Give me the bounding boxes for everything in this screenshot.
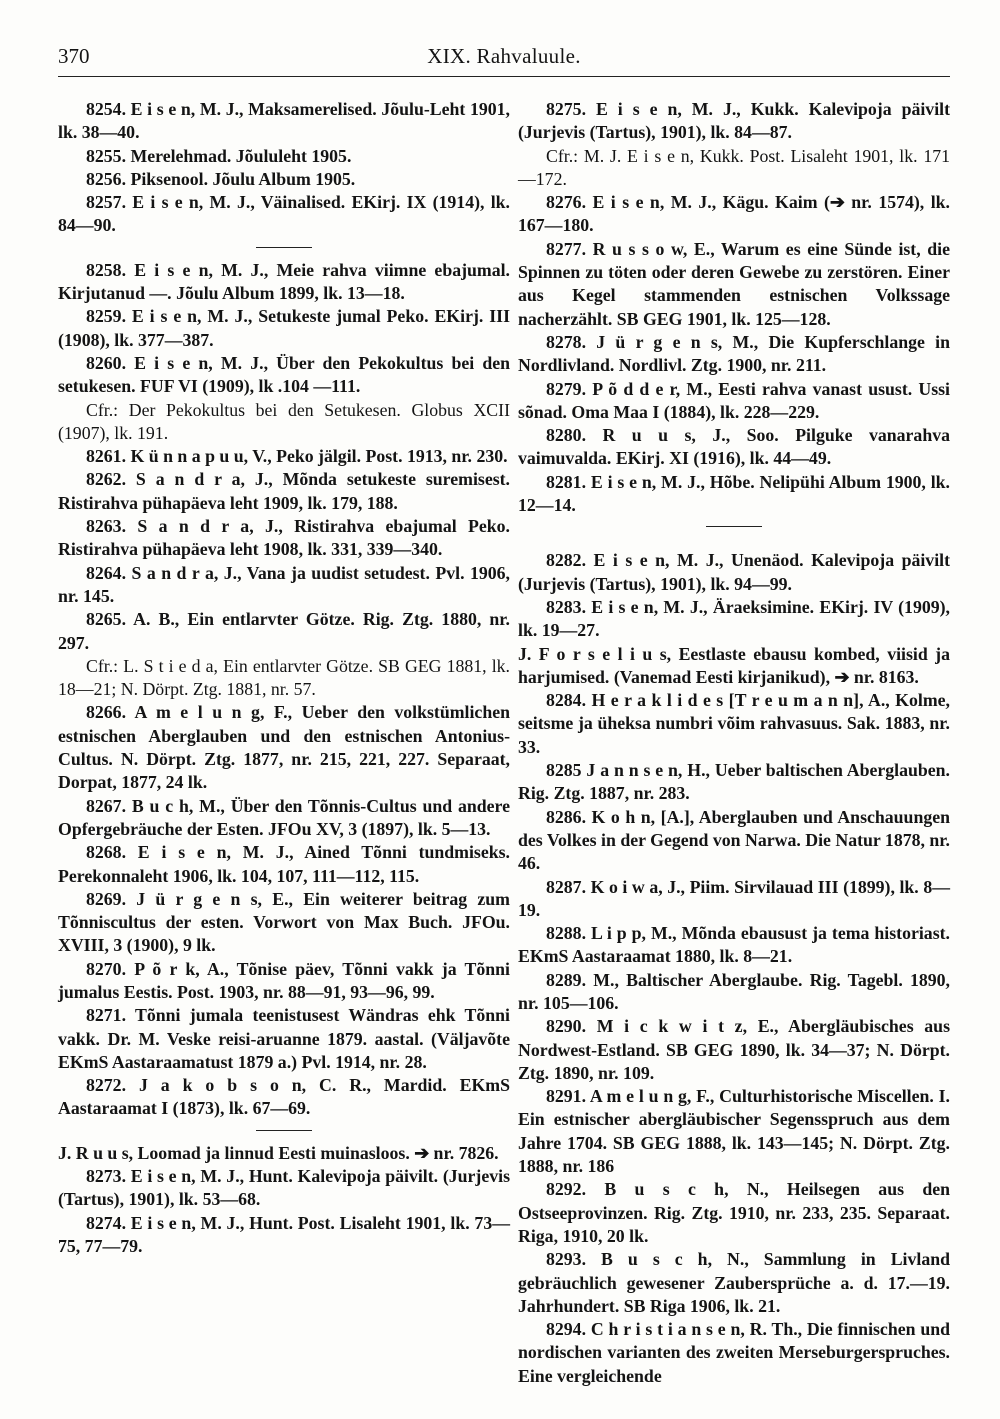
bibliography-entry: 8256. Piksenool. Jõulu Album 1905. — [86, 168, 356, 189]
bibliography-entry: 8293. B u s c h, N., Sammlung in Livland gebräuchlich gewesener Zaubersprüche a. d. 17.—19. Jahrhundert. SB Riga 1906, lk. 21. — [518, 1249, 950, 1316]
bibliography-entry: J. R u u s, Loomad ja linnud Eesti muinasloos. ➔ nr. 7826. — [58, 1142, 499, 1163]
bibliography-entry: 8263. S a n d r a, J., Ristirahva ebajumal Peko. Ristirahva pühapäeva leht 1908, lk. 331, 339—340. — [58, 516, 510, 560]
bibliography-entry: 8255. Merelehmad. Jõululeht 1905. — [86, 145, 352, 166]
bibliography-entry: 8258. E i s e n, M. J., Meie rahva viimne ebajumal. Kirjutanud —. Jõulu Album 1899, lk. 13—18. — [58, 259, 510, 304]
bibliography-entry: 8287. K o i w a, J., Piim. Sirvilauad III (1899), lk. 8—19. — [518, 876, 950, 920]
section-separator — [256, 1130, 312, 1131]
left-column — [58, 98, 510, 1258]
bibliography-entry: 8276. E i s e n, M. J., Kägu. Kaim (➔ nr. 1574), lk. 167—180. — [518, 192, 950, 236]
bibliography-entry: 8260. E i s e n, M. J., Über den Pekokultus bei den setukesen. FUF VI (1909), lk .104 —111. — [58, 352, 510, 397]
section-gap — [518, 538, 950, 549]
bibliography-entry: 8278. J ü r g e n s, M., Die Kupferschlange in Nordlivland. Nordlivl. Ztg. 1900, nr. 211. — [518, 331, 950, 376]
cross-reference: Cfr.: M. J. E i s e n, Kukk. Post. Lisaleht 1901, lk. 171—172. — [518, 145, 950, 189]
bibliography-entry: 8277. R u s s o w, E., Warum es eine Sünde ist, die Spinnen zu töten oder deren Gewebe zu zerstören. Einer aus Kegel stammenden estnischen Volkssage nacherzählt. SB GEG 1901, lk. 125—128. — [518, 238, 950, 329]
bibliography-entry: 8275. E i s e n, M. J., Kukk. Kalevipoja päivilt (Jurjevis (Tartus), 1901), lk. 84—87. — [518, 99, 950, 143]
bibliography-entry: 8279. P õ d d e r, M., Eesti rahva vanast usust. Ussi sõnad. Oma Maa I (1884), lk. 228—229. — [518, 378, 950, 422]
bibliography-entry: 8282. E i s e n, M. J., Unenäod. Kalevipoja päivilt (Jurjevis (Tartus), 1901), lk. 94—99. — [518, 550, 950, 594]
bibliography-entry: 8265. A. B., Ein entlarvter Götze. Rig. Ztg. 1880, nr. 297. — [58, 609, 510, 653]
section-separator — [706, 526, 762, 527]
bibliography-entry: 8264. S a n d r a, J., Vana ja uudist setudest. Pvl. 1906, nr. 145. — [58, 562, 510, 606]
bibliography-entry: 8289. M., Baltischer Aberglaube. Rig. Tagebl. 1890, nr. 105—106. — [518, 969, 950, 1013]
bibliography-entry: 8268. E i s e n, M. J., Ained Tõnni tundmiseks. Perekonnaleht 1906, lk. 104, 107, 111—112, 115. — [58, 842, 510, 886]
bibliography-entry: 8288. L i p p, M., Mõnda ebausust ja tema historiast. EKmS Aastaraamat 1880, lk. 8—21. — [518, 923, 950, 967]
bibliography-entry: 8292. B u s c h, N., Heilsegen aus den Ostseeprovinzen. Rig. Ztg. 1910, nr. 233, 235. Separaat. Riga, 1910, 20 lk. — [518, 1179, 950, 1246]
bibliography-entry: 8294. C h r i s t i a n s e n, R. Th., Die finnischen und nordischen varianten des zweiten Merseburgerspruches. Eine vergleichende — [518, 1319, 950, 1386]
bibliography-entry: 8273. E i s e n, M. J., Hunt. Kalevipoja päivilt. (Jurjevis (Tartus), 1901), lk. 53—68. — [58, 1166, 510, 1210]
cross-reference: Cfr.: L. S t i e d a, Ein entlarvter Götze. SB GEG 1881, lk. 18—21; N. Dörpt. Ztg. 1881, nr. 57. — [58, 655, 510, 700]
bibliography-entry: 8290. M i c k w i t z, E., Abergläubisches aus Nordwest-Estland. SB GEG 1890, lk. 34—37; N. Dörpt. Ztg. 1890, nr. 109. — [518, 1016, 950, 1083]
page-header — [58, 40, 950, 77]
bibliography-entry: 8271. Tõnni jumala teenistusest Wändras ehk Tõnni vakk. Dr. M. Veske reisi-aruanne 1879. aastal. (Väljavõte EKmS Aastaraamatust 1879 a.) Pvl. 1914, nr. 28. — [58, 1005, 510, 1072]
bibliography-entry: 8261. K ü n n a p u u, V., Peko jälgil. Post. 1913, nr. 230. — [86, 446, 508, 467]
bibliography-entry: 8280. R u u s, J., Soo. Pilguke vanarahva vaimuvalda. EKirj. XI (1916), lk. 44—49. — [518, 425, 950, 469]
bibliography-entry: 8266. A m e l u n g, F., Ueber den volkstümlichen estnischen Aberglauben und den estnischen Antonius-Cultus. N. Dörpt. Ztg. 1877, nr. 215, 221, 227. Separaat, Dorpat, 1877, 24 lk. — [58, 702, 510, 793]
bibliography-entry: 8284. H e r a k l i d e s [T r e u m a n n], A., Kolme, seitsme ja üheksa numbri võim rahvasuus. Sak. 1883, nr. 33. — [518, 690, 950, 757]
running-title: XIX. Rahvaluule. — [427, 44, 581, 68]
bibliography-entry: 8254. E i s e n, M. J., Maksamerelised. Jõulu-Leht 1901, lk. 38—40. — [58, 99, 510, 143]
cross-reference: Cfr.: Der Pekokultus bei den Setukesen. Globus XCII (1907), lk. 191. — [58, 399, 510, 443]
bibliography-entry: 8259. E i s e n, M. J., Setukeste jumal Peko. EKirj. III (1908), lk. 377—387. — [58, 306, 510, 350]
page-number: 370 — [58, 44, 90, 68]
bibliography-entry: 8270. P õ r k, A., Tõnise päev, Tõnni vakk ja Tõnni jumalus Eestis. Post. 1903, nr. 88—91, 93—96, 99. — [58, 958, 510, 1002]
bibliography-entry: 8274. E i s e n, M. J., Hunt. Post. Lisaleht 1901, lk. 73—75, 77—79. — [58, 1212, 510, 1256]
right-column — [518, 98, 950, 1388]
bibliography-entry: 8283. E i s e n, M. J., Äraeksimine. EKirj. IV (1909), lk. 19—27. — [518, 596, 950, 641]
bibliography-entry: J. F o r s e l i u s, Eestlaste ebausu kombed, viisid ja harjumised. (Vanemad Eesti kirjanikud), ➔ nr. 8163. — [518, 643, 950, 687]
bibliography-entry: 8286. K o h n, [A.], Aberglauben und Anschauungen des Volkes in der Gegend von Narwa. Die Natur 1878, nr. 46. — [518, 806, 950, 874]
bibliography-entry: 8291. A m e l u n g, F., Culturhistorische Miscellen. I. Ein estnischer abergläubischer Segensspruch aus dem Jahre 1704. SB GEG 1888, lk. 143—145; N. Dörpt. Ztg. 1888, nr. 186 — [518, 1086, 950, 1177]
bibliography-entry: 8272. J a k o b s o n, C. R., Mardid. EKmS Aastaraamat I (1873), lk. 67—69. — [58, 1075, 510, 1119]
bibliography-entry: 8281. E i s e n, M. J., Hõbe. Nelipühi Album 1900, lk. 12—14. — [518, 471, 950, 516]
bibliography-entry: 8269. J ü r g e n s, E., Ein weiterer beitrag zum Tõnniscultus der esten. Vorwort von Max Buch. JFOu. XVIII, 3 (1900), 9 lk. — [58, 888, 510, 956]
bibliography-entry: 8257. E i s e n, M. J., Väinalised. EKirj. IX (1914), lk. 84—90. — [58, 192, 510, 236]
bibliography-entry: 8285 J a n n s e n, H., Ueber baltischen Aberglauben. Rig. Ztg. 1887, nr. 283. — [518, 760, 950, 804]
bibliography-entry: 8267. B u c h, M., Über den Tõnnis-Cultus und andere Opfergebräuche der Esten. JFOu XV, 3 (1897), lk. 5—13. — [58, 795, 510, 839]
section-separator — [256, 247, 312, 248]
bibliography-entry: 8262. S a n d r a, J., Mõnda setukeste suremisest. Ristirahva pühapäeva leht 1909, lk. 179, 188. — [58, 469, 510, 513]
